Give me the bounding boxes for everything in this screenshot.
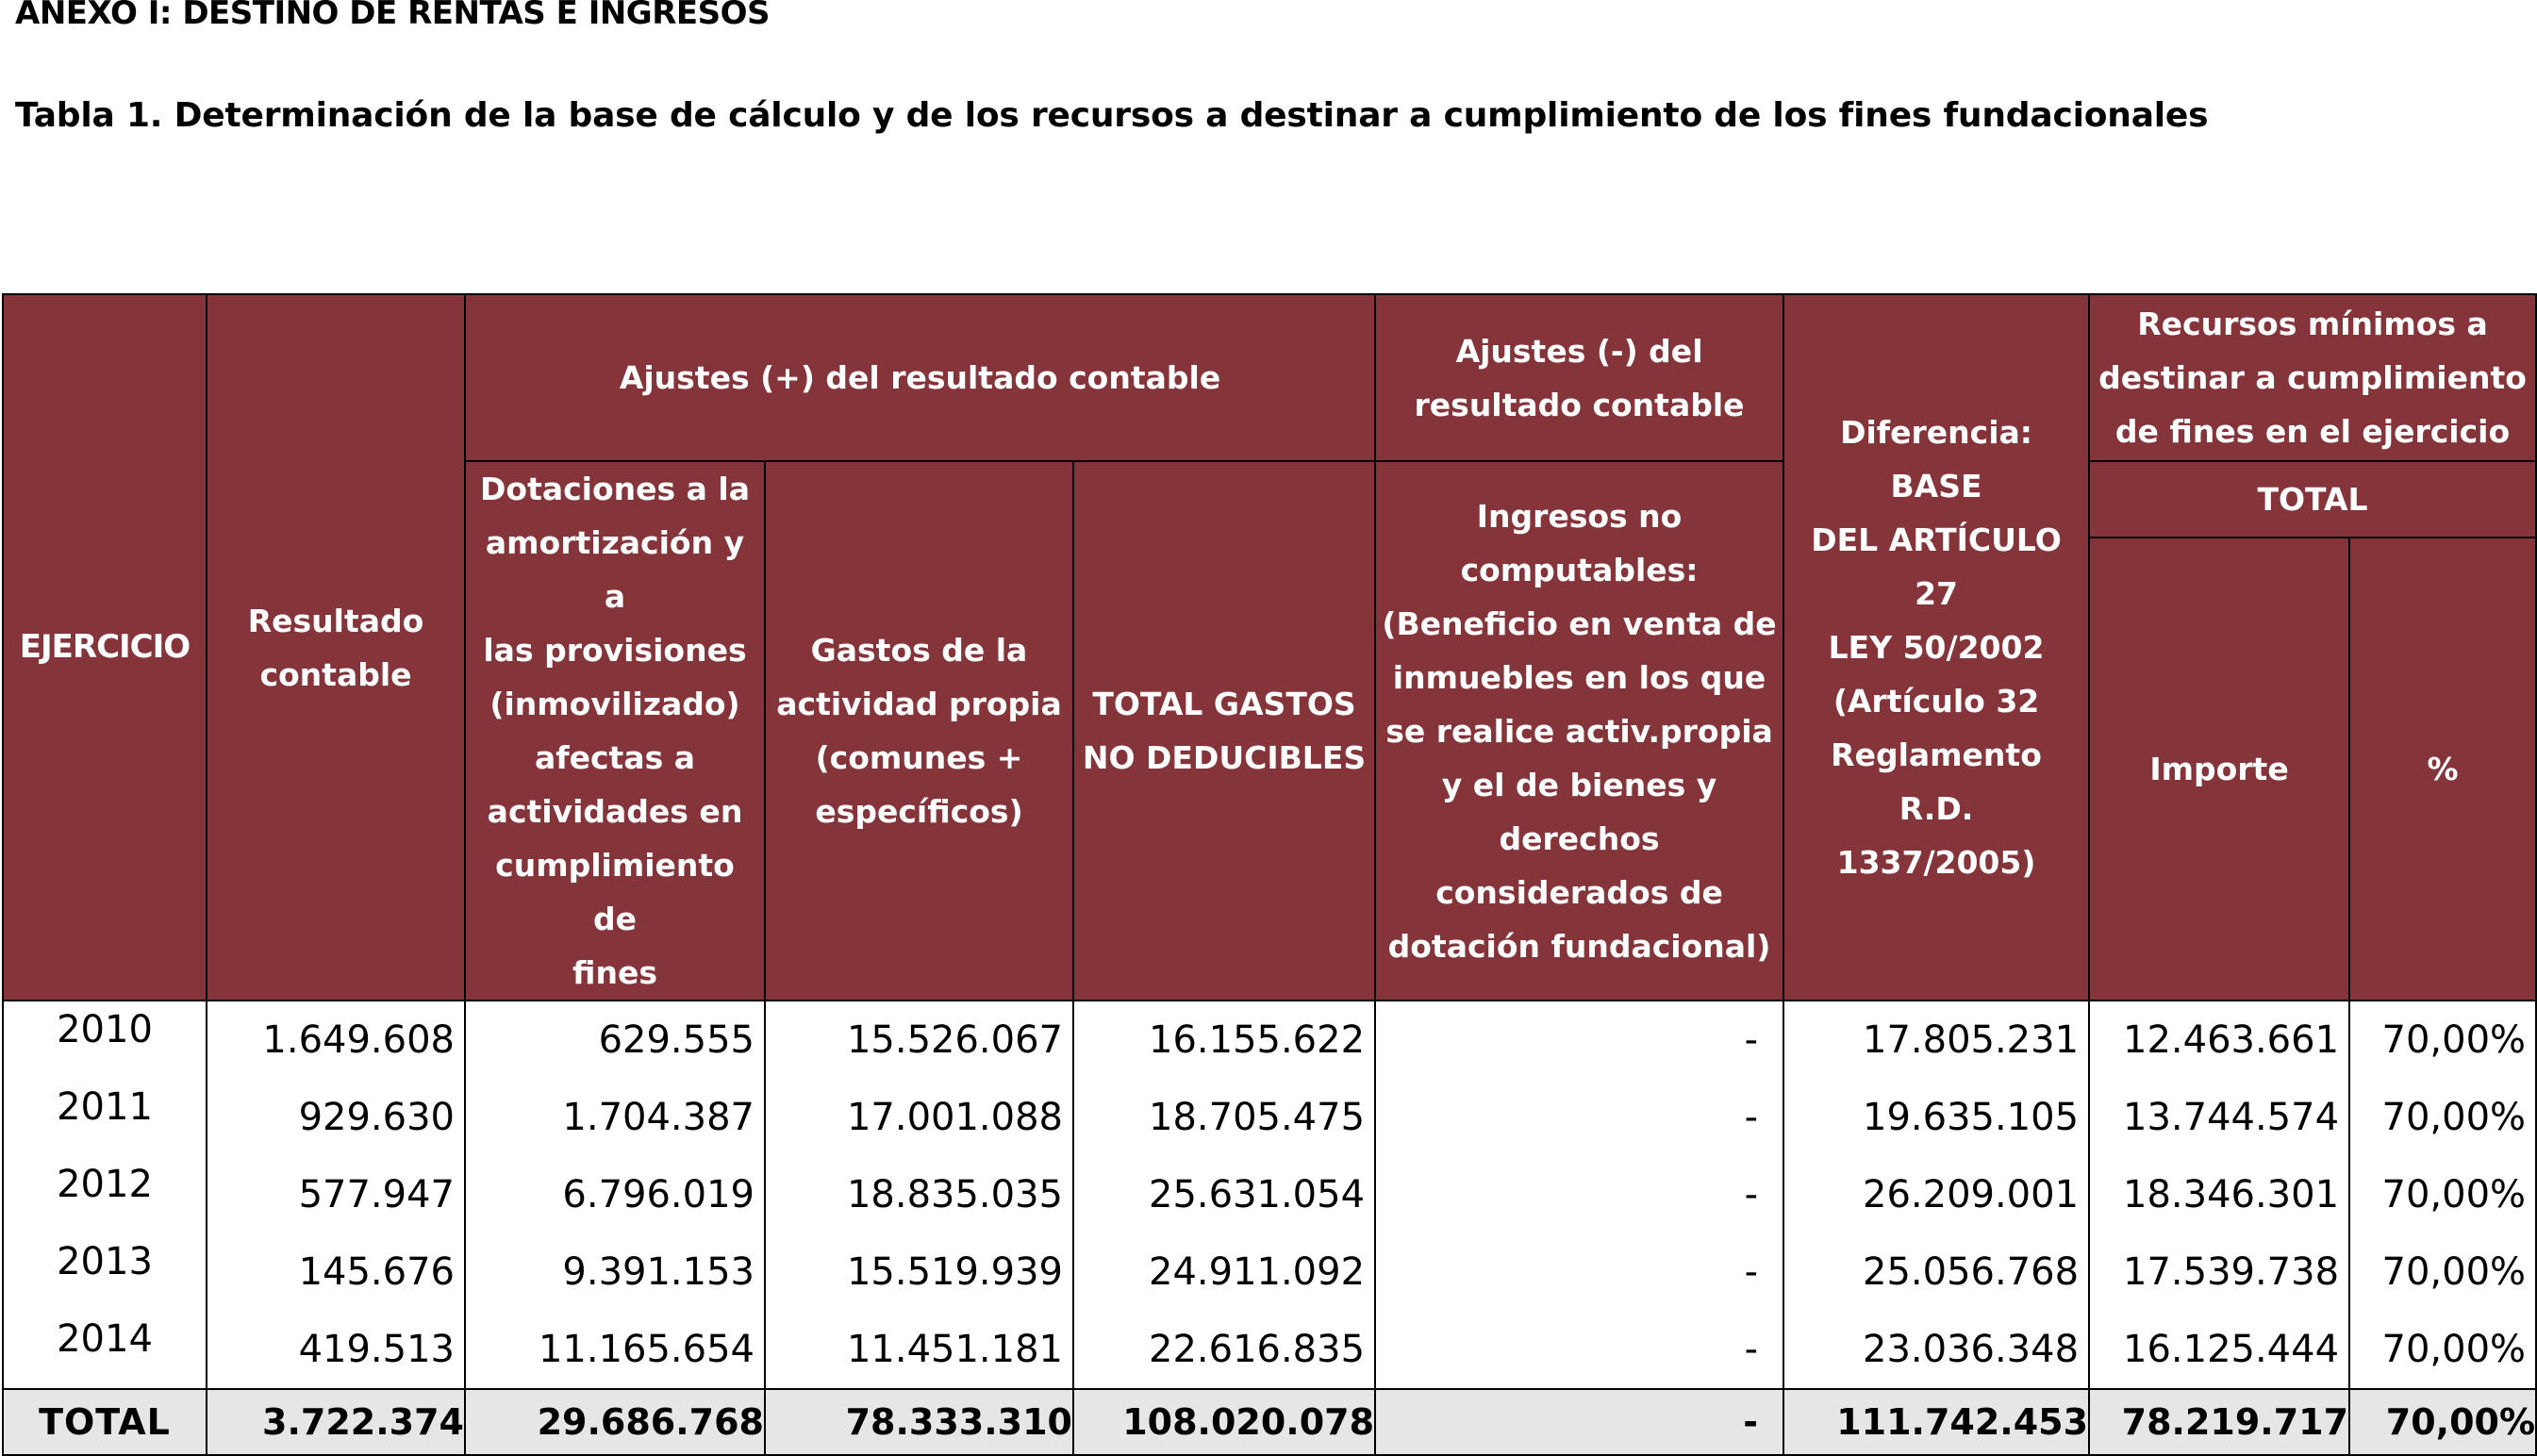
header-line: DEL ARTÍCULO 27 — [1811, 521, 2062, 612]
cell-dotaciones: 1.704.387 — [465, 1079, 765, 1156]
header-line: específicos) — [815, 793, 1023, 830]
header-line: Dotaciones a la — [480, 471, 750, 507]
table-row — [3, 1233, 2536, 1311]
header-total-gastos — [1073, 461, 1375, 1001]
cell-total-gastos: 18.705.475 — [1073, 1079, 1375, 1156]
cell-importe: 17.539.738 — [2089, 1233, 2349, 1311]
header-line: y el de bienes y — [1441, 766, 1717, 803]
cell-total-gastos: 25.631.054 — [1073, 1156, 1375, 1233]
header-line: Ingresos no — [1476, 497, 1683, 535]
header-line: considerados de — [1435, 873, 1723, 911]
cell-resultado: 419.513 — [207, 1311, 465, 1389]
header-line: amortización y a — [485, 524, 745, 615]
header-line: dotación fundacional) — [1387, 927, 1771, 965]
cell-gastos-actividad: 17.001.088 — [765, 1079, 1073, 1156]
cell-diferencia: 17.805.231 — [1783, 1001, 2089, 1079]
header-line: Reglamento R.D. — [1831, 736, 2042, 827]
header-line: afectas a — [534, 739, 695, 776]
cell-importe: 13.744.574 — [2089, 1079, 2349, 1156]
table-row — [3, 1311, 2536, 1389]
cell-ejercicio: 2010 — [3, 1001, 207, 1079]
header-line: cumplimiento de — [495, 847, 735, 937]
cell-porcentaje: 70,00% — [2349, 1233, 2536, 1311]
cell-ejercicio: 2013 — [3, 1233, 207, 1311]
cell-dotaciones: 629.555 — [465, 1001, 765, 1079]
header-line: contable — [259, 655, 412, 693]
cell-porcentaje: 70,00% — [2349, 1079, 2536, 1156]
header-line: actividades en — [487, 793, 743, 830]
total-diferencia: 111.742.453 — [1783, 1389, 2089, 1455]
cell-importe: 16.125.444 — [2089, 1311, 2349, 1389]
cell-ejercicio: 2014 — [3, 1311, 207, 1389]
annex-title: ANEXO I: DESTINO DE RENTAS E INGRESOS — [15, 0, 770, 32]
cell-porcentaje: 70,00% — [2349, 1311, 2536, 1389]
cell-ingresos: - — [1375, 1001, 1783, 1079]
cell-gastos-actividad: 18.835.035 — [765, 1156, 1073, 1233]
header-total: TOTAL — [2089, 461, 2536, 538]
header-line: Resultado — [247, 602, 424, 639]
cell-porcentaje: 70,00% — [2349, 1001, 2536, 1079]
header-line: TOTAL GASTOS — [1092, 686, 1356, 722]
cell-total-gastos: 24.911.092 — [1073, 1233, 1375, 1311]
header-line: derechos — [1499, 819, 1660, 857]
cell-porcentaje: 70,00% — [2349, 1156, 2536, 1233]
cell-diferencia: 25.056.768 — [1783, 1233, 2089, 1311]
total-dotaciones: 29.686.768 — [465, 1389, 765, 1455]
header-resultado — [207, 294, 465, 1001]
cell-ejercicio: 2011 — [3, 1079, 207, 1156]
header-line: Gastos de la — [810, 632, 1028, 669]
cell-gastos-actividad: 11.451.181 — [765, 1311, 1073, 1389]
header-line: se realice activ.propia — [1385, 712, 1773, 750]
header-porcentaje: % — [2349, 538, 2536, 1001]
total-resultado: 3.722.374 — [207, 1389, 465, 1455]
header-line: (Artículo 32 — [1832, 683, 2040, 720]
header-ajustes-positivos: Ajustes (+) del resultado contable — [465, 294, 1375, 461]
total-gastos-actividad: 78.333.310 — [765, 1389, 1073, 1455]
header-line: LEY 50/2002 — [1828, 629, 2045, 666]
cell-ingresos: - — [1375, 1311, 1783, 1389]
header-line: inmuebles en los que — [1392, 658, 1766, 696]
header-line: resultado contable — [1414, 386, 1745, 423]
header-line: Ajustes (-) del — [1455, 332, 1703, 370]
cell-ingresos: - — [1375, 1079, 1783, 1156]
header-importe: Importe — [2089, 538, 2349, 1001]
cell-ejercicio: 2012 — [3, 1156, 207, 1233]
header-line: 1337/2005) — [1836, 844, 2036, 881]
total-importe: 78.219.717 — [2089, 1389, 2349, 1455]
header-line: NO DEDUCIBLES — [1082, 739, 1367, 776]
header-ingresos-no-computables — [1375, 461, 1783, 1001]
header-ejercicio: EJERCICIO — [3, 294, 207, 1001]
cell-ingresos: - — [1375, 1233, 1783, 1311]
cell-gastos-actividad: 15.519.939 — [765, 1233, 1073, 1311]
header-line: Recursos mínimos a — [2137, 306, 2488, 342]
header-line: las provisiones — [483, 632, 747, 669]
header-line: destinar a cumplimiento — [2098, 359, 2527, 396]
cell-total-gastos: 16.155.622 — [1073, 1001, 1375, 1079]
cell-diferencia: 26.209.001 — [1783, 1156, 2089, 1233]
cell-diferencia: 23.036.348 — [1783, 1311, 2089, 1389]
header-line: de fines en el ejercicio — [2114, 413, 2511, 450]
table-row — [3, 1001, 2536, 1079]
cell-importe: 12.463.661 — [2089, 1001, 2349, 1079]
header-line: actividad propia — [776, 686, 1062, 722]
total-ingresos: - — [1375, 1389, 1783, 1455]
header-line: Diferencia: BASE — [1840, 414, 2032, 505]
cell-dotaciones: 11.165.654 — [465, 1311, 765, 1389]
header-diferencia-base — [1783, 294, 2089, 1001]
table-title: Tabla 1. Determinación de la base de cálculo y de los recursos a destinar a cumplimiento de los fines fundacionales — [15, 96, 2209, 135]
cell-ingresos: - — [1375, 1156, 1783, 1233]
table-row — [3, 1156, 2536, 1233]
cell-diferencia: 19.635.105 — [1783, 1079, 2089, 1156]
header-gastos-actividad — [765, 461, 1073, 1001]
header-line: computables: — [1460, 551, 1699, 588]
total-label: TOTAL — [3, 1389, 207, 1455]
header-line: (comunes + — [815, 739, 1023, 776]
header-line: (inmovilizado) — [489, 686, 740, 722]
total-total-gastos: 108.020.078 — [1073, 1389, 1375, 1455]
cell-importe: 18.346.301 — [2089, 1156, 2349, 1233]
total-row — [3, 1389, 2536, 1455]
rentas-table — [2, 293, 2537, 1456]
cell-resultado: 929.630 — [207, 1079, 465, 1156]
cell-gastos-actividad: 15.526.067 — [765, 1001, 1073, 1079]
table-row — [3, 1079, 2536, 1156]
header-line: fines — [572, 954, 657, 991]
cell-dotaciones: 6.796.019 — [465, 1156, 765, 1233]
header-ajustes-negativos — [1375, 294, 1783, 461]
total-porcentaje: 70,00% — [2349, 1389, 2536, 1455]
header-line: (Beneficio en venta de — [1382, 604, 1777, 642]
cell-total-gastos: 22.616.835 — [1073, 1311, 1375, 1389]
cell-dotaciones: 9.391.153 — [465, 1233, 765, 1311]
cell-resultado: 1.649.608 — [207, 1001, 465, 1079]
cell-resultado: 577.947 — [207, 1156, 465, 1233]
header-dotaciones — [465, 461, 765, 1001]
header-recursos-minimos — [2089, 294, 2536, 461]
cell-resultado: 145.676 — [207, 1233, 465, 1311]
